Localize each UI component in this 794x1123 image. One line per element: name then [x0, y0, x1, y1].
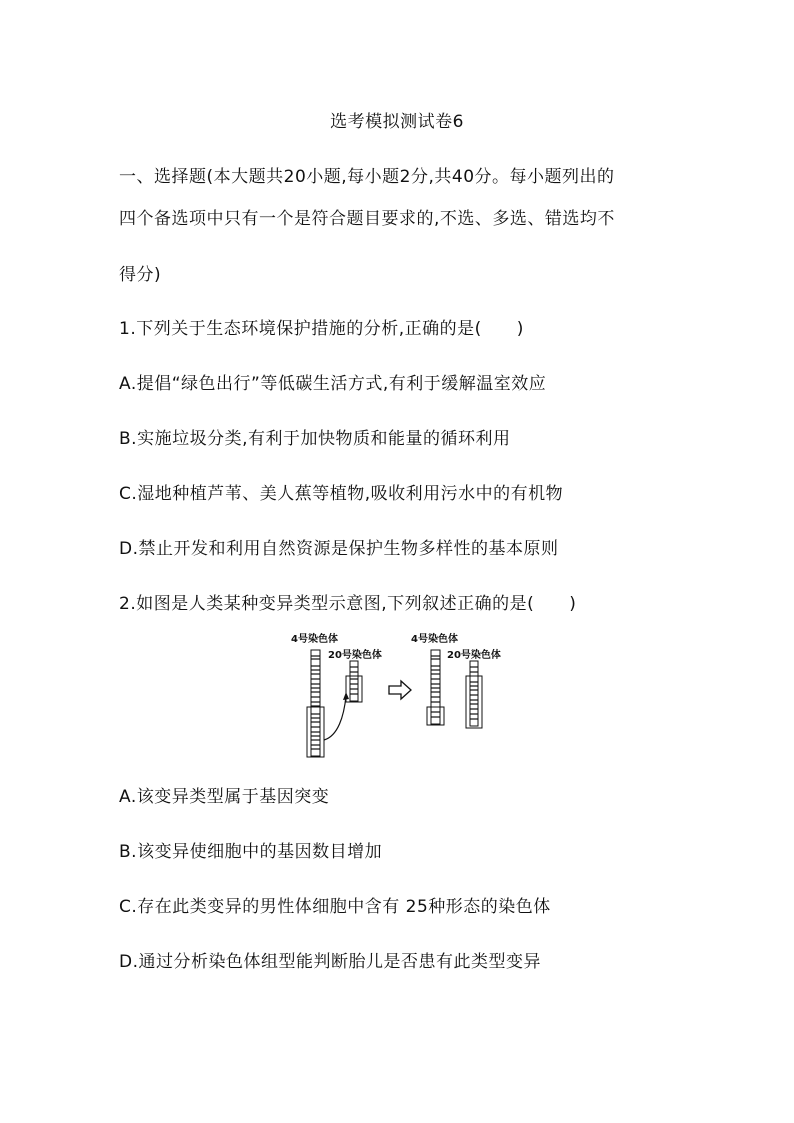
chromosome-20-after: [466, 661, 482, 728]
exchange-arrowhead: [343, 692, 349, 700]
hollow-arrow-icon: [389, 681, 411, 699]
question-2-option-c: C.存在此类变异的男性体细胞中含有 25种形态的染色体: [119, 897, 551, 917]
question-1-option-c: C.湿地种植芦苇、美人蕉等植物,吸收利用污水中的有机物: [119, 484, 564, 504]
label-chromosome-20-right: 20号染色体: [447, 650, 501, 661]
chromosome-4-after: [427, 650, 444, 725]
question-1-option-d: D.禁止开发和利用自然资源是保护生物多样性的基本原则: [119, 539, 559, 559]
question-2-option-b: B.该变异使细胞中的基因数目增加: [119, 842, 383, 862]
exchange-curve: [324, 696, 346, 740]
label-chromosome-4-left: 4号染色体: [291, 634, 338, 645]
label-chromosome-4-right: 4号染色体: [411, 634, 458, 645]
section-heading-line-1: 一、选择题(本大题共20小题,每小题2分,共40分。每小题列出的: [119, 167, 615, 187]
question-1-option-b: B.实施垃圾分类,有利于加快物质和能量的循环利用: [119, 429, 511, 449]
label-chromosome-20-left: 20号染色体: [328, 650, 382, 661]
question-2-option-d: D.通过分析染色体组型能判断胎儿是否患有此类型变异: [119, 952, 541, 972]
question-2-stem: 2.如图是人类某种变异类型示意图,下列叙述正确的是( ): [119, 594, 577, 614]
chromosome-translocation-figure: [280, 632, 520, 760]
section-heading-line-2: 四个备选项中只有一个是符合题目要求的,不选、多选、错选均不: [119, 209, 615, 229]
question-2-option-a: A.该变异类型属于基因突变: [119, 787, 330, 807]
question-1-option-a: A.提倡“绿色出行”等低碳生活方式,有利于缓解温室效应: [119, 374, 547, 394]
section-heading-line-3: 得分): [119, 265, 162, 285]
page-title: 选考模拟测试卷6: [330, 112, 464, 132]
chromosome-20-before: [346, 661, 362, 702]
chromosome-4-before: [307, 650, 324, 757]
question-1-stem: 1.下列关于生态环境保护措施的分析,正确的是( ): [119, 319, 524, 339]
